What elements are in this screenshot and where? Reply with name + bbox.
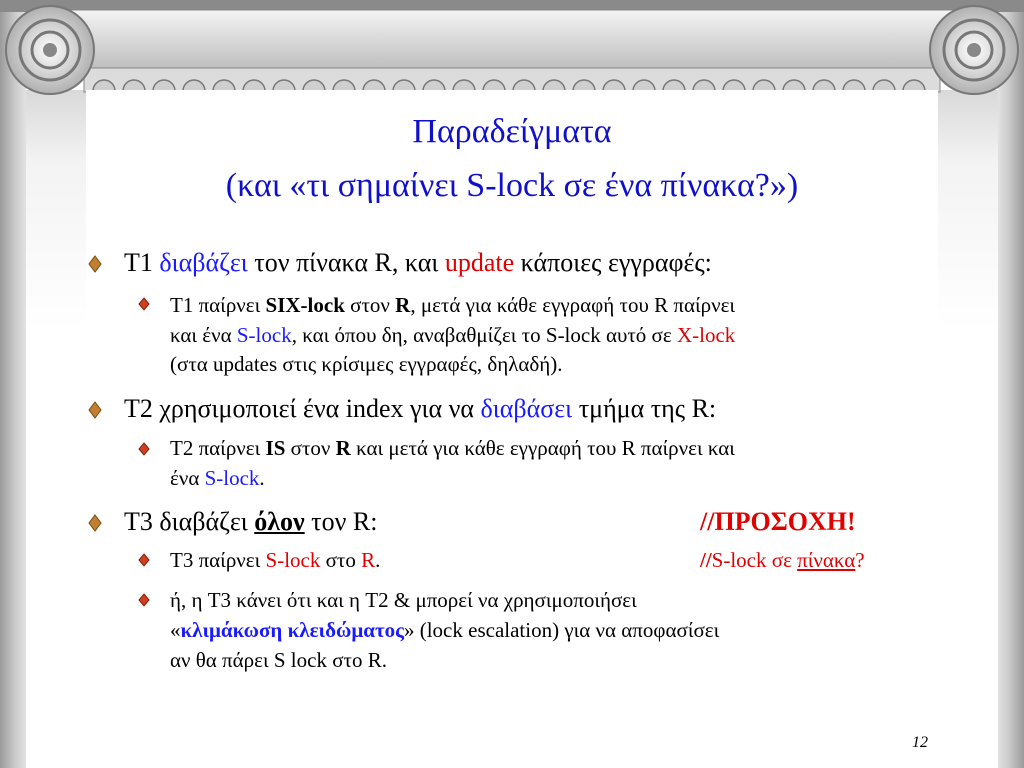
diamond-bullet-icon	[88, 255, 102, 273]
ionic-capital-decoration	[0, 0, 1024, 100]
bullet-t3: T3 διαβάζει όλον τον R:	[124, 507, 378, 536]
bullet-t2-sub-line2: ένα S-lock.	[170, 466, 265, 490]
diamond-bullet-icon	[138, 553, 150, 567]
table-lock-note: //S-lock σε πίνακα?	[700, 548, 865, 572]
bullet-t1-sub-line3: (στα updates στις κρίσιμες εγγραφές, δηλαδή).	[170, 352, 563, 376]
bullet-t3-sub1: T3 παίρνει S-lock στο R.	[170, 548, 381, 572]
caution-note: //ΠΡΟΣΟΧΗ!	[700, 507, 856, 536]
slide-subtitle: (και «τι σημαίνει S-lock σε ένα πίνακα?»)	[225, 167, 799, 204]
slide-title: Παραδείγματα	[412, 113, 612, 150]
bullet-t3-sub2-line2: «κλιμάκωση κλειδώματος» (lock escalation) για να αποφασίσει	[170, 618, 720, 642]
bullet-t3-sub2-line3: αν θα πάρει S lock στο R.	[170, 648, 387, 672]
diamond-bullet-icon	[138, 297, 150, 311]
bullet-t3-sub2-line1: ή, η T3 κάνει ότι και η T2 & μπορεί να χρησιμοποιήσει	[170, 588, 637, 612]
diamond-bullet-icon	[138, 593, 150, 607]
bullet-t2: T2 χρησιμοποιεί ένα index για να διαβάσει τμήμα της R:	[124, 394, 717, 423]
bullet-t1-sub-line2: και ένα S-lock, και όπου δη, αναβαθμίζει το S-lock αυτό σε X-lock	[170, 323, 736, 347]
bullet-t1-sub-line1: T1 παίρνει SIX-lock στον R, μετά για κάθε εγγραφή του R παίρνει	[170, 293, 736, 317]
diamond-bullet-icon	[88, 401, 102, 419]
bullet-t1: T1 διαβάζει τον πίνακα R, και update κάποιες εγγραφές:	[124, 248, 712, 277]
right-frame-band	[998, 0, 1024, 768]
diamond-bullet-icon	[138, 442, 150, 456]
page-number: 12	[912, 734, 928, 751]
bullet-t2-sub-line1: T2 παίρνει IS στον R και μετά για κάθε εγγραφή του R παίρνει και	[170, 436, 735, 460]
left-frame-band	[0, 0, 26, 768]
diamond-bullet-icon	[88, 514, 102, 532]
